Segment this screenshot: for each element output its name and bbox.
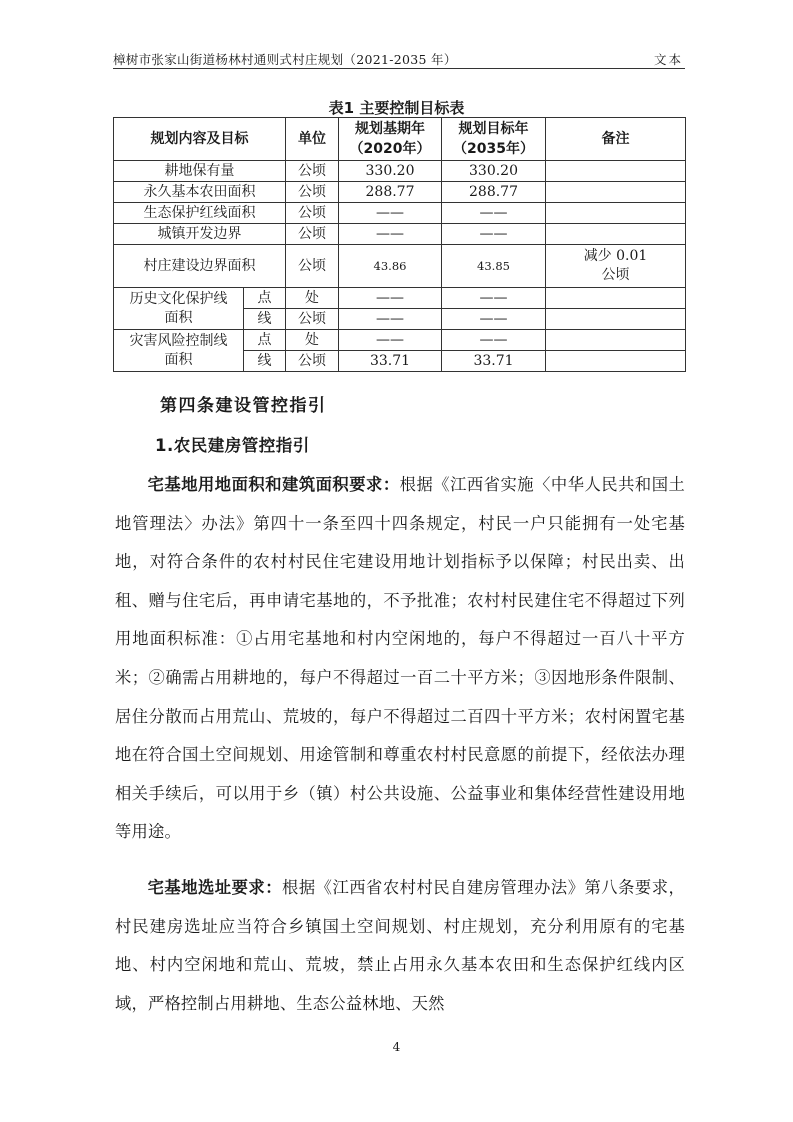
cell-item: 城镇开发边界 (114, 224, 286, 245)
cell-group-item-line1: 灾害风险控制线 (129, 332, 228, 349)
cell-base: —— (339, 224, 442, 245)
table-row (114, 245, 686, 288)
cell-target: 33.71 (442, 351, 546, 372)
cell-base: —— (339, 309, 442, 330)
cell-target: —— (442, 288, 546, 309)
cell-item: 村庄建设边界面积 (114, 245, 286, 288)
cell-item: 永久基本农田面积 (114, 182, 286, 203)
cell-target: —— (442, 203, 546, 224)
cell-note (546, 288, 686, 309)
cell-note (546, 351, 686, 372)
cell-note (546, 161, 686, 182)
table-row (114, 224, 686, 245)
header-item: 规划内容及目标 (114, 118, 286, 161)
cell-note (546, 245, 686, 288)
cell-note (546, 203, 686, 224)
section-heading: 第四条建设管控指引 (160, 396, 327, 416)
cell-group-item-line2: 面积 (164, 309, 193, 326)
cell-unit: 公顷 (286, 161, 339, 182)
cell-note-line2: 公顷 (601, 267, 630, 283)
table-row (114, 182, 686, 203)
cell-note (546, 330, 686, 351)
header-notes: 备注 (546, 118, 686, 161)
cell-base: —— (339, 330, 442, 351)
cell-unit: 公顷 (286, 245, 339, 288)
cell-target: 43.85 (442, 245, 546, 288)
cell-subtype: 点 (244, 330, 286, 351)
cell-note (546, 309, 686, 330)
cell-group-item (114, 330, 244, 372)
table-caption: 表1 主要控制目标表 (328, 99, 465, 117)
header-target-year-line2: （2035年） (453, 141, 534, 157)
table-row (114, 288, 686, 309)
header-base-year-line1: 规划基期年 (355, 121, 425, 137)
header-target-year (442, 118, 546, 161)
cell-unit: 公顷 (286, 203, 339, 224)
paragraph-lead: 宅基地选址要求： (147, 878, 283, 897)
paragraph-lead: 宅基地用地面积和建筑面积要求： (147, 475, 400, 494)
paragraph-homestead-siting (115, 869, 685, 1023)
paragraph-body: 根据《江西省实施〈中华人民共和国土地管理法〉办法》第四十一条至四十四条规定，村民一户只能拥有一处宅基地，对符合条件的农村村民住宅建设用地计划指标予以保障；村民出卖、出租、赠与住宅后，再申请宅基地的，不予批准；农村村民建住宅不得超过下列用地面积标准：①占用宅基地和村内空闲地的，每户不得超过一百八十平方米；②确需占用耕地的，每户不得超过一百二十平方米；③因地形条件限制、居住分散而占用荒山、荒坡的，每户不得超过二百四十平方米；农村闲置宅基地在符合国土空间规划、用途管制和尊重农村村民意愿的前提下，经依法办理相关手续后，可以用于乡（镇）村公共设施、公益事业和集体经营性建设用地等用途。 (115, 475, 685, 842)
cell-target: —— (442, 224, 546, 245)
cell-subtype: 线 (244, 351, 286, 372)
page-number: 4 (392, 1040, 401, 1054)
cell-target: 288.77 (442, 182, 546, 203)
cell-base: 288.77 (339, 182, 442, 203)
cell-group-item-line2: 面积 (164, 351, 193, 368)
cell-note (546, 224, 686, 245)
cell-base: 330.20 (339, 161, 442, 182)
cell-unit: 处 (286, 330, 339, 351)
cell-target: —— (442, 309, 546, 330)
cell-unit: 公顷 (286, 182, 339, 203)
table-header-row (114, 118, 686, 161)
cell-unit: 公顷 (286, 309, 339, 330)
cell-base: 43.86 (339, 245, 442, 288)
cell-note-line1: 减少 0.01 (583, 248, 648, 264)
cell-group-item (114, 288, 244, 330)
cell-target: —— (442, 330, 546, 351)
cell-group-item-line1: 历史文化保护线 (129, 290, 228, 307)
cell-item: 耕地保有量 (114, 161, 286, 182)
cell-unit: 处 (286, 288, 339, 309)
document-title: 樟树市张家山街道杨林村通则式村庄规划（2021-2035 年） (113, 52, 457, 67)
paragraph-homestead-area (115, 466, 685, 852)
table-row (114, 161, 686, 182)
subsection-heading: 1.农民建房管控指引 (155, 436, 310, 455)
cell-target: 330.20 (442, 161, 546, 182)
document-type-label: 文本 (653, 52, 683, 67)
table-row (114, 330, 686, 351)
cell-base: 33.71 (339, 351, 442, 372)
running-header (113, 48, 685, 69)
table-row (114, 203, 686, 224)
cell-note (546, 182, 686, 203)
paragraph-body: 根据《江西省农村村民自建房管理办法》第八条要求，村民建房选址应当符合乡镇国土空间规划、村庄规划，充分利用原有的宅基地、村内空闲地和荒山、荒坡，禁止占用永久基本农田和生态保护红线内区域，严格控制占用耕地、生态公益林地、天然 (115, 878, 685, 1013)
cell-item: 生态保护红线面积 (114, 203, 286, 224)
header-target-year-line1: 规划目标年 (458, 121, 529, 137)
control-targets-table (113, 117, 686, 372)
cell-base: —— (339, 203, 442, 224)
cell-unit: 公顷 (286, 351, 339, 372)
cell-base: —— (339, 288, 442, 309)
cell-subtype: 点 (244, 288, 286, 309)
header-base-year (339, 118, 442, 161)
header-base-year-line2: （2020年） (349, 141, 431, 157)
cell-subtype: 线 (244, 309, 286, 330)
cell-unit: 公顷 (286, 224, 339, 245)
header-unit: 单位 (286, 118, 339, 161)
